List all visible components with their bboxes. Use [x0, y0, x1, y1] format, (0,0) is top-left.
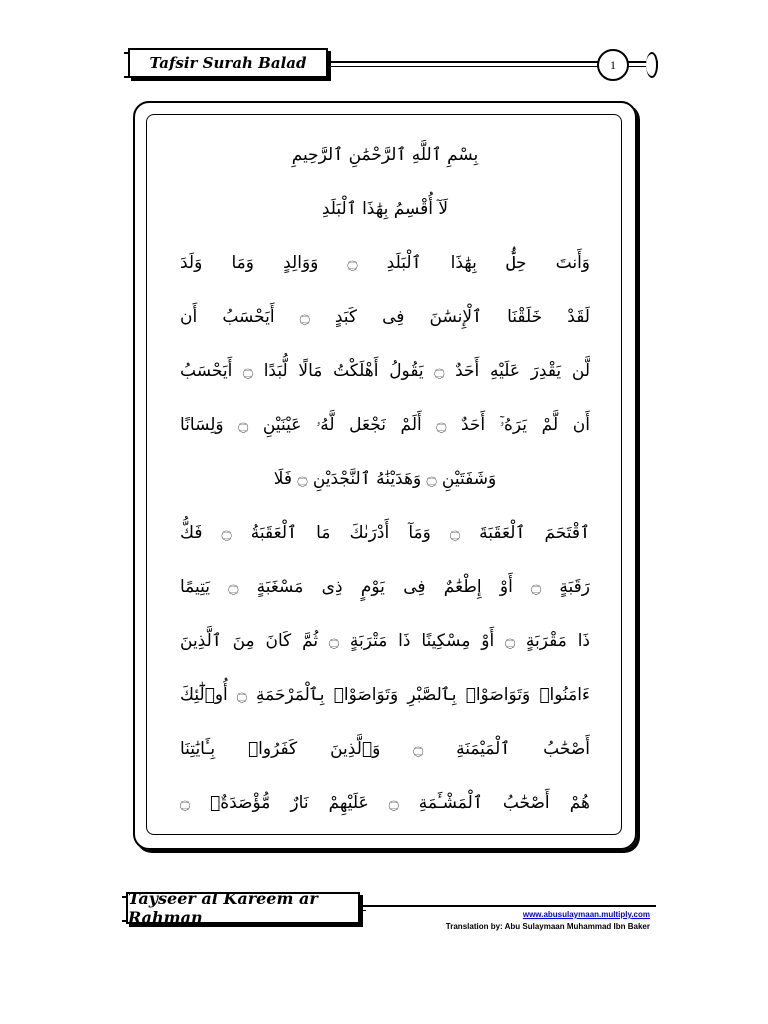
basmala: بِسْمِ ٱللَّهِ ٱلرَّحْمَٰنِ ٱلرَّحِيمِ: [291, 145, 479, 165]
header-title: Tafsir Surah Balad: [128, 48, 328, 78]
verse-line: لَآ أُقْسِمُ بِهَٰذَا ٱلْبَلَدِ: [321, 199, 449, 219]
verse-line: رَقَبَةٍ ۝ أَوْ إِطْعَٰمٌ فِى يَوْمٍ ذِى مَسْغَبَةٍ ۝ يَتِيمًا: [180, 577, 590, 597]
verse-line: هُمْ أَصْحَٰبُ ٱلْمَشْـَٔمَةِ ۝ عَلَيْهِمْ نَارٌ مُّؤْصَدَةٌۢ ۝: [180, 793, 590, 813]
verse-line: وَشَفَتَيْنِ ۝ وَهَدَيْنَٰهُ ٱلنَّجْدَيْنِ ۝ فَلَا: [273, 469, 497, 489]
verse-line: ٱقْتَحَمَ ٱلْعَقَبَةَ ۝ وَمَآ أَدْرَىٰكَ مَا ٱلْعَقَبَةُ ۝ فَكُّ: [180, 523, 590, 543]
verse-line: لَّن يَقْدِرَ عَلَيْهِ أَحَدٌ ۝ يَقُولُ أَهْلَكْتُ مَالًا لُّبَدًا ۝ أَيَحْسَبُ: [180, 361, 590, 381]
scroll-end-right: [646, 52, 658, 78]
verse-line: ءَامَنُوا۟ وَتَوَاصَوْا۟ بِٱلصَّبْرِ وَتَوَاصَوْا۟ بِٱلْمَرْحَمَةِ ۝ أُو۟لَٰٓئِكَ: [180, 685, 590, 705]
website-link[interactable]: www.abusulaymaan.multiply.com: [522, 910, 650, 919]
verse-line: أَصْحَٰبُ ٱلْمَيْمَنَةِ ۝ وَٱلَّذِينَ كَفَرُوا۟ بِـَٔايَٰتِنَا: [180, 739, 590, 759]
verse-line: ذَا مَقْرَبَةٍ ۝ أَوْ مِسْكِينًا ذَا مَتْرَبَةٍ ۝ ثُمَّ كَانَ مِنَ ٱلَّذِينَ: [180, 631, 590, 651]
page-number: 1: [597, 49, 629, 81]
verse-line: لَقَدْ خَلَقْنَا ٱلْإِنسَٰنَ فِى كَبَدٍ ۝ أَيَحْسَبُ أَن: [180, 307, 590, 327]
translation-credit: Translation by: Abu Sulaymaan Muhammad Ibn Baker: [445, 922, 650, 931]
verse-line: أَن لَّمْ يَرَهُۥٓ أَحَدٌ ۝ أَلَمْ نَجْعَل لَّهُۥ عَيْنَيْنِ ۝ وَلِسَانًا: [180, 415, 590, 435]
quran-verses: [180, 128, 590, 830]
verse-line: وَأَنتَ حِلُّۢ بِهَٰذَا ٱلْبَلَدِ ۝ وَوَالِدٍ وَمَا وَلَدَ: [180, 253, 590, 273]
footer-title: Tayseer al Kareem ar Rahman: [126, 892, 360, 924]
